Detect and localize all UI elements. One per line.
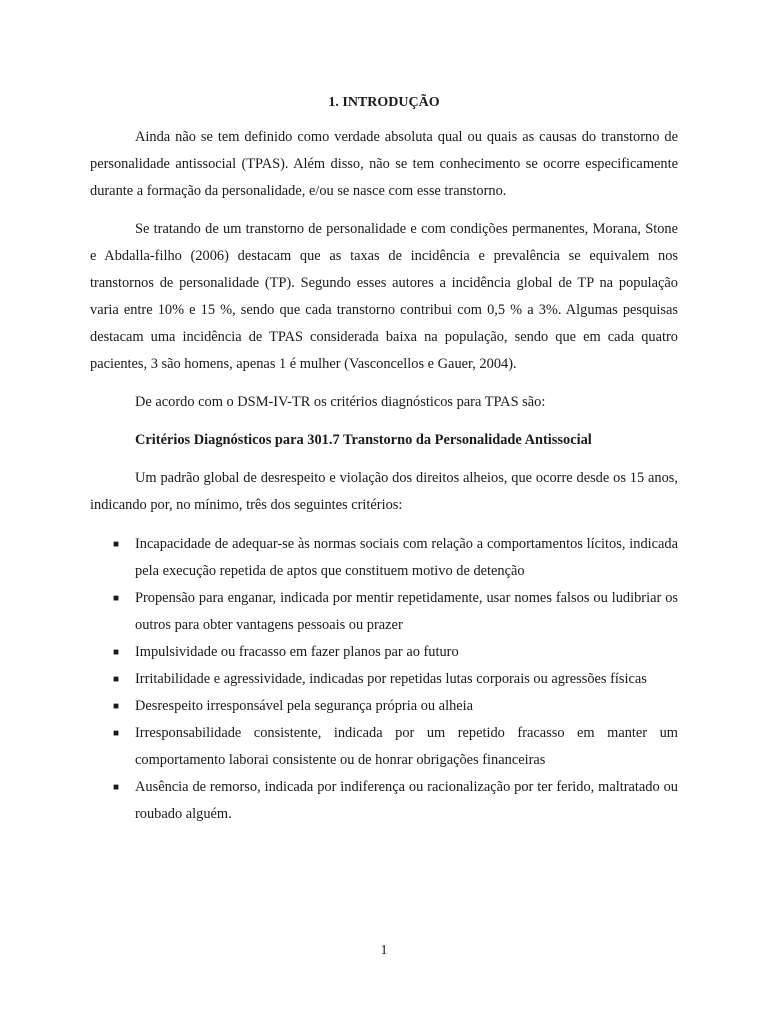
paragraph-incidence: Se tratando de um transtorno de personalidade e com condições permanentes, Morana, Stone e Abdalla-filho (2006) destacam que as taxas de incidência e prevalência se equivalem nos transtornos de personalidade (TP). Segundo esses autores a incidência global de TP na população varia entre 10% e 15 %, sendo que cada transtorno contribui com 0,5 % a 3%. Algumas pesquisas destacam uma incidência de TPAS considerada baixa na população, sendo que em cada quatro pacientes, 3 são homens, apenas 1 é mulher (Vasconcellos e Gauer, 2004). [90, 221, 678, 372]
criteria-item [90, 585, 678, 639]
body-content [90, 124, 678, 828]
paragraph-intro: Ainda não se tem definido como verdade absoluta qual ou quais as causas do transtorno de personalidade antissocial (TPAS). Além disso, não se tem conhecimento se ocorre especificamente durante a formação da personalidade, e/ou se nasce com esse transtorno. [90, 129, 678, 199]
criteria-item-text: Propensão para enganar, indicada por mentir repetidamente, usar nomes falsos ou ludibriar os outros para obter vantagens pessoais ou prazer [135, 590, 678, 633]
square-bullet-icon: ■ [113, 674, 120, 685]
page-number: 1 [380, 943, 388, 958]
criteria-intro: Um padrão global de desrespeito e violação dos direitos alheios, que ocorre desde os 15 anos, indicando por, no mínimo, três dos seguintes critérios: [90, 470, 678, 513]
criteria-list [90, 531, 678, 828]
square-bullet-icon: ■ [113, 593, 120, 604]
square-bullet-icon: ■ [113, 539, 120, 550]
criteria-item [90, 774, 678, 828]
criteria-item [90, 531, 678, 585]
criteria-item [90, 666, 678, 693]
square-bullet-icon: ■ [113, 701, 120, 712]
square-bullet-icon: ■ [113, 728, 120, 739]
section-heading: 1. INTRODUÇÃO [328, 95, 440, 110]
criteria-item-text: Incapacidade de adequar-se às normas sociais com relação a comportamentos lícitos, indicada pela execução repetida de aptos que constituem motivo de detenção [135, 536, 678, 579]
criteria-heading: Critérios Diagnósticos para 301.7 Transtorno da Personalidade Antissocial [135, 432, 592, 448]
paragraph-dsm: De acordo com o DSM-IV-TR os critérios diagnósticos para TPAS são: [135, 394, 546, 410]
criteria-item [90, 693, 678, 720]
square-bullet-icon: ■ [113, 782, 120, 793]
criteria-item [90, 639, 678, 666]
square-bullet-icon: ■ [113, 647, 120, 658]
criteria-item-text: Ausência de remorso, indicada por indiferença ou racionalização por ter ferido, maltratado ou roubado alguém. [135, 779, 678, 822]
criteria-item-text: Irresponsabilidade consistente, indicada por um repetido fracasso em manter um comportamento laborai consistente ou de honrar obrigações financeiras [135, 725, 678, 768]
criteria-item [90, 720, 678, 774]
criteria-item-text: Irritabilidade e agressividade, indicadas por repetidas lutas corporais ou agressões físicas [135, 671, 647, 687]
criteria-item-text: Impulsividade ou fracasso em fazer planos par ao futuro [135, 644, 459, 660]
criteria-item-text: Desrespeito irresponsável pela segurança própria ou alheia [135, 698, 474, 714]
